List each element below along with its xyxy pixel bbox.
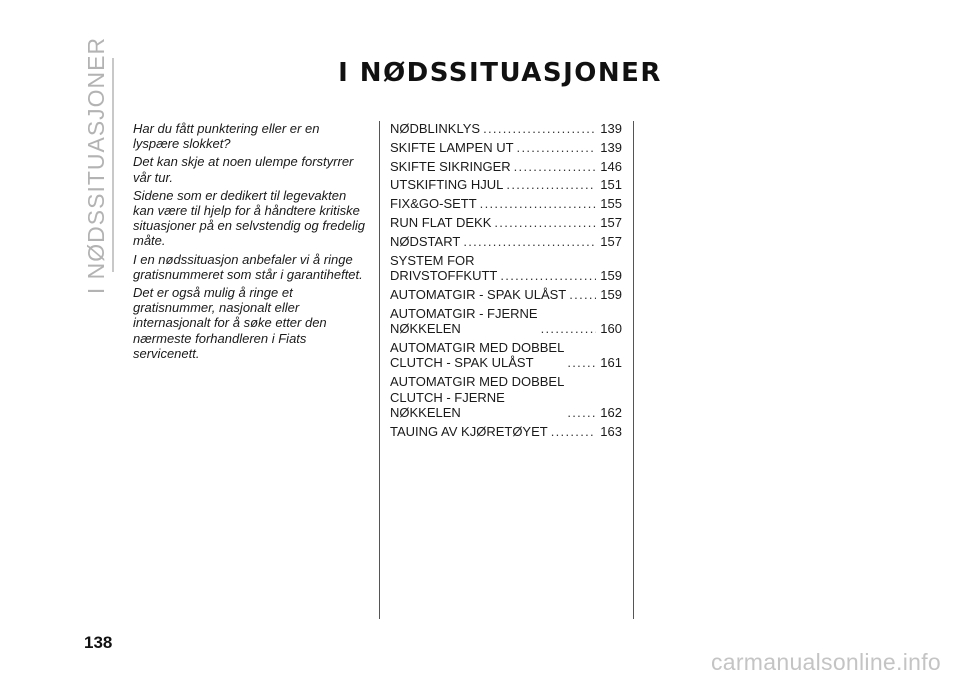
intro-paragraph: Sidene som er dedikert til legevakten kan være til hjelp for å håndtere kritiske situasjoner på en selvstendig og fredelig måte.	[133, 187, 365, 249]
toc-entry[interactable]	[390, 215, 622, 231]
toc-entry-title: TAUING AV KJØRETØYET	[390, 424, 548, 440]
toc-entry-title: AUTOMATGIR - SPAK ULÅST	[390, 286, 567, 302]
toc-leader-dots	[506, 177, 596, 193]
toc-entry[interactable]	[390, 177, 622, 193]
toc-entry[interactable]	[390, 253, 622, 284]
toc-entry-title: AUTOMATGIR - FJERNE NØKKELEN	[390, 305, 538, 337]
toc-entry-page: 155	[600, 196, 622, 212]
toc-entry-title: FIX&GO-SETT	[390, 196, 477, 212]
toc-entry[interactable]	[390, 424, 622, 440]
toc-entry-page: 151	[600, 177, 622, 193]
toc-entry[interactable]	[390, 234, 622, 250]
toc-leader-dots	[567, 405, 596, 421]
toc-entry-page: 159	[600, 286, 622, 302]
toc-leader-dots	[541, 321, 597, 337]
intro-paragraph: Det er også mulig å ringe et gratisnummer, nasjonalt eller internasjonalt for å søke etter den nærmeste forhandleren i Fiats servicenett.	[133, 285, 327, 361]
toc-leader-dots	[483, 121, 596, 137]
intro-paragraph: I en nødssituasjon anbefaler vi å ringe gratisnummeret som står i garantiheftet.	[133, 251, 363, 282]
toc-entry-page: 157	[600, 214, 622, 230]
toc-entry-title: SKIFTE LAMPEN UT	[390, 139, 514, 155]
table-of-contents	[390, 121, 622, 443]
toc-entry[interactable]	[390, 287, 622, 303]
toc-entry-page: 139	[600, 139, 622, 155]
toc-entry-page: 162	[600, 405, 622, 421]
intro-paragraph: Har du fått punktering eller er en lyspære slokket?	[133, 121, 320, 152]
column-divider-left	[379, 121, 380, 619]
chapter-side-tab-label: I NØDSSITUASJONER	[83, 36, 110, 294]
page-number: 138	[84, 633, 113, 652]
toc-entry[interactable]	[390, 121, 622, 137]
intro-text	[133, 121, 365, 364]
toc-entry-title: SYSTEM FOR DRIVSTOFFKUTT	[390, 252, 498, 284]
toc-leader-dots	[551, 424, 597, 440]
toc-entry-title: SKIFTE SIKRINGER	[390, 158, 511, 174]
toc-entry-page: 160	[600, 321, 622, 337]
toc-entry-title: NØDSTART	[390, 233, 461, 249]
toc-entry[interactable]	[390, 196, 622, 212]
toc-entry-page: 139	[600, 121, 622, 136]
toc-entry-page: 159	[600, 268, 622, 284]
toc-entry-title: AUTOMATGIR MED DOBBEL CLUTCH - FJERNE NØKKELEN	[390, 374, 565, 421]
toc-entry[interactable]	[390, 306, 622, 337]
toc-leader-dots	[500, 268, 596, 284]
toc-entry-page: 161	[600, 355, 622, 371]
toc-entry[interactable]	[390, 340, 622, 371]
site-watermark: carmanualsonline.info	[710, 649, 941, 675]
toc-entry-page: 163	[600, 424, 622, 440]
toc-leader-dots	[494, 215, 596, 231]
toc-entry[interactable]	[390, 140, 622, 156]
toc-entry[interactable]	[390, 374, 622, 421]
toc-entry-page: 146	[600, 158, 622, 174]
intro-paragraph: Det kan skje at noen ulempe forstyrrer vår tur.	[133, 154, 354, 185]
toc-entry-title: NØDBLINKLYS	[390, 121, 481, 136]
toc-entry-title: AUTOMATGIR MED DOBBEL CLUTCH - SPAK ULÅST	[390, 339, 565, 371]
toc-entry-title: RUN FLAT DEKK	[390, 214, 492, 230]
toc-leader-dots	[567, 355, 596, 371]
toc-leader-dots	[463, 234, 596, 250]
column-divider-right	[633, 121, 634, 619]
chapter-side-tab	[82, 36, 112, 294]
toc-leader-dots	[517, 140, 597, 156]
page-title: I NØDSSITUASJONER	[338, 58, 662, 88]
toc-leader-dots	[480, 196, 597, 212]
toc-leader-dots	[569, 287, 596, 303]
toc-leader-dots	[514, 159, 597, 175]
toc-entry[interactable]	[390, 159, 622, 175]
toc-entry-title: UTSKIFTING HJUL	[390, 177, 504, 193]
chapter-side-rule	[112, 58, 114, 272]
toc-entry-page: 157	[600, 233, 622, 249]
